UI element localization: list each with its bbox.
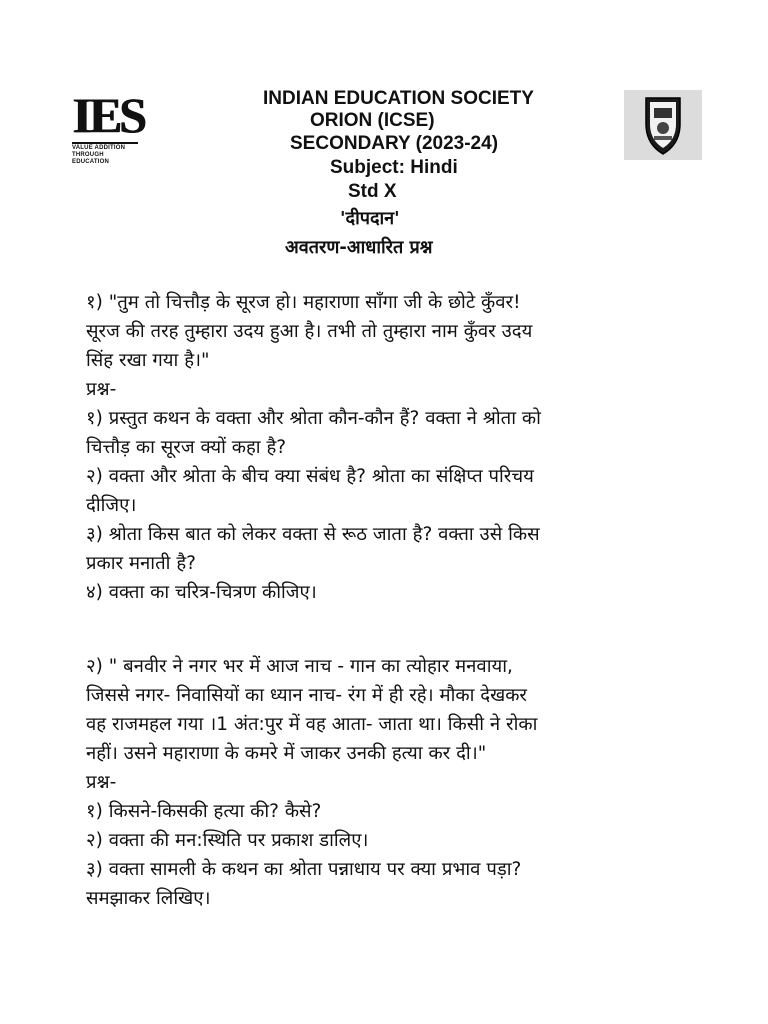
passage-line: वह राजमहल गया ।1 अंत:पुर में वह आता- जाता था। किसी ने रोका bbox=[86, 714, 538, 735]
question-line: १) किसने-किसकी हत्या की? कैसे? bbox=[86, 801, 322, 822]
question-line: १) प्रस्तुत कथन के वक्ता और श्रोता कौन-कौन हैं? वक्ता ने श्रोता को bbox=[86, 408, 541, 429]
ies-logo bbox=[72, 87, 144, 165]
question-line: ३) वक्ता सामली के कथन का श्रोता पन्नाधाय पर क्या प्रभाव पड़ा? bbox=[86, 859, 522, 880]
org-title: INDIAN EDUCATION SOCIETY bbox=[263, 88, 534, 109]
passage-line: सिंह रखा गया है।" bbox=[86, 350, 210, 371]
ies-logo-tagline-1: VALUE ADDITION bbox=[72, 145, 126, 151]
passage-line: १) "तुम तो चित्तौड़ के सूरज हो। महाराणा साँगा जी के छोटे कुँवर! bbox=[86, 292, 521, 313]
passage-line: सूरज की तरह तुम्हारा उदय हुआ है। तभी तो तुम्हारा नाम कुँवर उदय bbox=[86, 321, 533, 342]
std-label: Std X bbox=[348, 181, 397, 202]
subject-label: Subject: Hindi bbox=[330, 157, 458, 178]
ies-logo-letters: IES bbox=[72, 87, 144, 143]
question-line: चित्तौड़ का सूरज क्यों कहा है? bbox=[86, 437, 287, 458]
question-line: ४) वक्ता का चरित्र-चित्रण कीजिए। bbox=[86, 582, 317, 603]
ies-logo-tagline-2: THROUGH EDUCATION bbox=[72, 152, 110, 165]
prashn-label: प्रश्न- bbox=[86, 772, 117, 793]
chapter-title: 'दीपदान' bbox=[340, 208, 400, 229]
prashn-label: प्रश्न- bbox=[86, 379, 117, 400]
passage-line: जिससे नगर- निवासियों का ध्यान नाच- रंग में ही रहे। मौका देखकर bbox=[86, 685, 527, 706]
question-line: दीजिए। bbox=[86, 495, 137, 516]
question-line: २) वक्ता की मन:स्थिति पर प्रकाश डालिए। bbox=[86, 830, 369, 851]
school-emblem-icon bbox=[624, 90, 702, 160]
passage-line: नहीं। उसने महाराणा के कमरे में जाकर उनकी हत्या कर दी।" bbox=[86, 743, 487, 764]
section-title: SECONDARY (2023-24) bbox=[290, 133, 499, 154]
question-line: २) वक्ता और श्रोता के बीच क्या संबंध है? श्रोता का संक्षिप्त परिचय bbox=[86, 466, 534, 487]
question-line: ३) श्रोता किस बात को लेकर वक्ता से रूठ जाता है? वक्ता उसे किस bbox=[86, 524, 540, 545]
passage-1 bbox=[86, 288, 686, 607]
question-line: समझाकर लिखिए। bbox=[86, 888, 211, 909]
passage-line: २) " बनवीर ने नगर भर में आज नाच - गान का त्योहार मनवाया, bbox=[86, 656, 513, 677]
ies-logo-tagline bbox=[72, 142, 138, 166]
question-line: प्रकार मनाती है? bbox=[86, 553, 196, 574]
section-heading: अवतरण-आधारित प्रश्न bbox=[285, 237, 433, 258]
school-name: ORION (ICSE) bbox=[310, 110, 435, 131]
passage-2 bbox=[86, 652, 686, 913]
